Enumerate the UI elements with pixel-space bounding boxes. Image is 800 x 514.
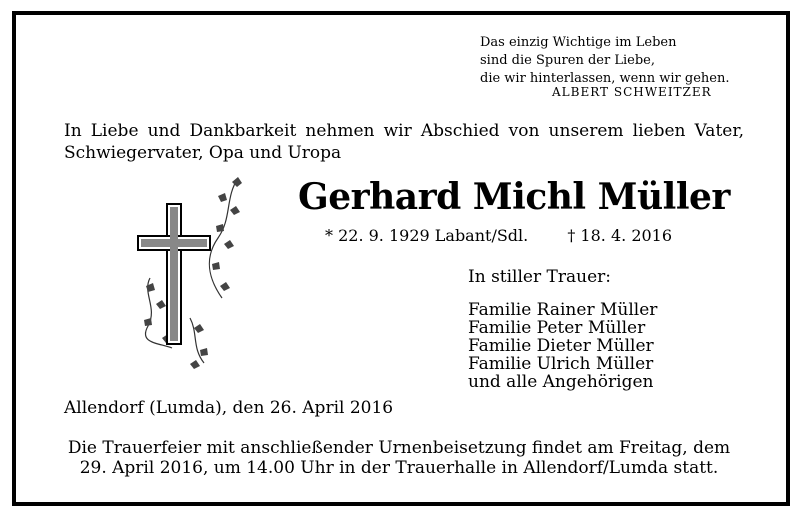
funeral-notice-line: Die Trauerfeier mit anschließender Urnenbeisetzung findet am Freitag, dem xyxy=(67,438,731,458)
intro-text xyxy=(64,120,744,164)
place-and-date: Allendorf (Lumda), den 26. April 2016 xyxy=(64,398,394,418)
death-date: † 18. 4. 2016 xyxy=(567,226,673,245)
funeral-notice-line: 29. April 2016, um 14.00 Uhr in der Trauerhalle in Allendorf/Lumda statt. xyxy=(79,458,719,478)
mourner-family: Familie Dieter Müller xyxy=(468,336,654,356)
intro-line: In Liebe und Dankbarkeit nehmen wir Abschied von unserem lieben Vater, xyxy=(64,121,744,141)
mourner-family: Familie Ulrich Müller xyxy=(468,354,654,374)
mourner-family: Familie Rainer Müller xyxy=(468,300,658,320)
intro-line: Schwiegervater, Opa und Uropa xyxy=(64,143,342,163)
quote-author: ALBERT SCHWEITZER xyxy=(552,85,712,99)
funeral-notice xyxy=(64,438,734,478)
deceased-name: Gerhard Michl Müller xyxy=(298,176,730,218)
mourners-block xyxy=(468,268,657,391)
mourner-family: und alle Angehörigen xyxy=(468,372,654,392)
life-dates xyxy=(325,226,672,245)
mourner-family: Familie Peter Müller xyxy=(468,318,646,338)
quote-line: sind die Spuren der Liebe, xyxy=(480,53,655,68)
quote-line: Das einzig Wichtige im Leben xyxy=(480,35,677,50)
cross-with-ivy-icon xyxy=(120,168,250,378)
mourners-heading: In stiller Trauer: xyxy=(468,267,611,287)
epigraph-quote xyxy=(480,34,740,88)
birth-date: * 22. 9. 1929 Labant/Sdl. xyxy=(325,226,529,245)
quote-line: die wir hinterlassen, wenn wir gehen. xyxy=(480,71,730,86)
